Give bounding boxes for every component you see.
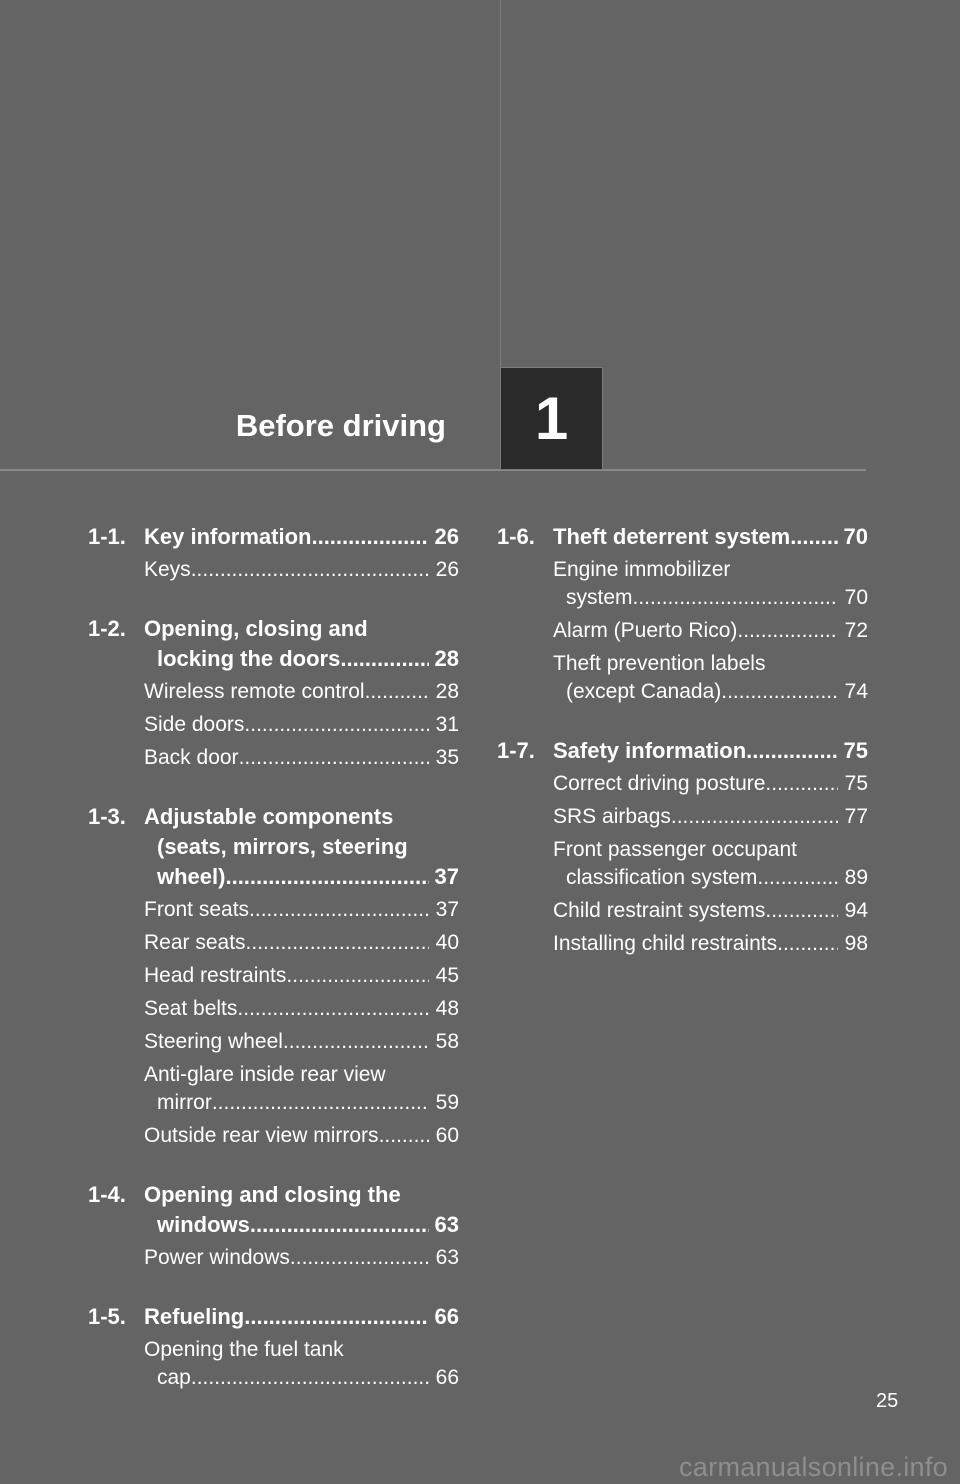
entry-text: Alarm (Puerto Rico) (553, 619, 738, 642)
entry-text: mirror (157, 1091, 212, 1114)
entry-page-number: 48 (435, 997, 459, 1020)
entry-line (144, 744, 459, 772)
toc-entry[interactable] (553, 897, 868, 925)
toc-section (88, 614, 459, 772)
entry-line (144, 1244, 459, 1272)
dot-leader (633, 584, 838, 612)
entry-text: Rear seats (144, 931, 246, 954)
section-title-text: Opening, closing and (144, 616, 368, 641)
section-title-line (144, 1180, 459, 1210)
toc-section (88, 1302, 459, 1392)
entry-line (553, 584, 868, 612)
section-entries (88, 896, 459, 1150)
entry-text: Anti-glare inside rear view (144, 1063, 386, 1086)
entry-text: system (566, 586, 633, 609)
dot-leader (671, 803, 838, 831)
entry-page-number: 89 (844, 866, 868, 889)
entry-line (553, 864, 868, 892)
section-title (553, 736, 868, 766)
chapter-number-tab: 1 (500, 367, 603, 470)
dot-leader (746, 736, 838, 766)
entry-line (144, 1089, 459, 1117)
toc-section (88, 522, 459, 584)
toc-entry[interactable] (553, 556, 868, 612)
entry-text: Head restraints (144, 964, 287, 987)
toc-entry[interactable] (144, 678, 459, 706)
section-heading[interactable] (88, 802, 459, 892)
dot-leader (237, 995, 429, 1023)
entry-line (553, 678, 868, 706)
toc-entry[interactable] (144, 1244, 459, 1272)
section-page-number: 26 (434, 524, 459, 549)
section-page-number: 70 (843, 524, 868, 549)
section-entries (88, 556, 459, 584)
dot-leader (249, 896, 429, 924)
section-entries (88, 1244, 459, 1272)
entry-line (553, 770, 868, 798)
section-heading[interactable] (88, 614, 459, 674)
dot-leader (244, 711, 429, 739)
section-title-text: windows (157, 1212, 250, 1237)
dot-leader (721, 678, 838, 706)
section-page-number: 75 (843, 738, 868, 763)
toc-entry[interactable] (144, 1336, 459, 1392)
toc-entry[interactable] (144, 962, 459, 990)
entry-text: (except Canada) (566, 680, 722, 703)
section-title (144, 1180, 459, 1240)
entry-text: Installing child restraints (553, 932, 778, 955)
entry-page-number: 66 (435, 1366, 459, 1389)
dot-leader (765, 770, 838, 798)
entry-text: Seat belts (144, 997, 238, 1020)
entry-line (144, 711, 459, 739)
dot-leader (286, 962, 429, 990)
entry-page-number: 70 (844, 586, 868, 609)
section-number: 1-1. (88, 524, 126, 549)
entry-text: Keys (144, 558, 191, 581)
section-heading[interactable] (88, 522, 459, 552)
entry-text: Theft prevention labels (553, 652, 766, 675)
entry-text: Correct driving posture (553, 772, 766, 795)
entry-line (144, 1364, 459, 1392)
section-page-number: 63 (434, 1212, 459, 1237)
toc-right-column (497, 522, 868, 988)
toc-entry[interactable] (553, 650, 868, 706)
watermark-text: carmanualsonline.info (679, 1452, 948, 1482)
toc-section (88, 1180, 459, 1272)
toc-entry[interactable] (144, 1061, 459, 1117)
entry-text: Engine immobilizer (553, 558, 731, 581)
entry-page-number: 40 (435, 931, 459, 954)
entry-page-number: 58 (435, 1030, 459, 1053)
entry-line (144, 678, 459, 706)
dot-leader (191, 556, 429, 584)
entry-text: Power windows (144, 1246, 290, 1269)
entry-page-number: 45 (435, 964, 459, 987)
entry-line (144, 1336, 459, 1364)
entry-text: Outside rear view mirrors (144, 1124, 379, 1147)
entry-line (553, 650, 868, 678)
toc-entry[interactable] (144, 1122, 459, 1150)
dot-leader (246, 929, 429, 957)
section-title-line (553, 522, 868, 552)
section-number: 1-2. (88, 616, 126, 641)
toc-left-column (88, 522, 459, 1422)
entry-line (144, 1122, 459, 1150)
section-title-text: Opening and closing the (144, 1182, 401, 1207)
toc-entry[interactable] (144, 929, 459, 957)
section-title-line (553, 736, 868, 766)
entry-text: cap (157, 1366, 191, 1389)
entry-page-number: 60 (435, 1124, 459, 1147)
entry-line (553, 556, 868, 584)
entry-line (144, 995, 459, 1023)
section-heading[interactable] (497, 522, 868, 552)
entry-line (144, 962, 459, 990)
section-title (144, 802, 459, 892)
dot-leader (225, 862, 429, 892)
entry-line (144, 1061, 459, 1089)
section-title-line (144, 614, 459, 644)
dot-leader (365, 678, 429, 706)
watermark (0, 1452, 960, 1483)
section-heading[interactable] (88, 1180, 459, 1240)
toc-entry[interactable] (553, 617, 868, 645)
section-title-text: locking the doors (157, 646, 341, 671)
section-title-text: (seats, mirrors, steering (157, 834, 408, 859)
dot-leader (311, 522, 429, 552)
section-title (144, 522, 459, 552)
toc-entry[interactable] (553, 770, 868, 798)
entry-page-number: 74 (844, 680, 868, 703)
entry-page-number: 26 (435, 558, 459, 581)
section-title (553, 522, 868, 552)
entry-page-number: 75 (844, 772, 868, 795)
toc-entry[interactable] (144, 556, 459, 584)
section-page-number: 66 (434, 1304, 459, 1329)
entry-line (553, 803, 868, 831)
dot-leader (244, 1302, 429, 1332)
dot-leader (765, 897, 838, 925)
dot-leader (250, 1210, 429, 1240)
entry-line (553, 836, 868, 864)
toc-entry[interactable] (144, 995, 459, 1023)
section-title-line (144, 832, 459, 862)
dot-leader (757, 864, 838, 892)
entry-page-number: 94 (844, 899, 868, 922)
entry-line (144, 896, 459, 924)
section-entries (497, 770, 868, 958)
section-title-text: wheel) (157, 864, 226, 889)
section-heading[interactable] (497, 736, 868, 766)
dot-leader (790, 522, 838, 552)
entry-page-number: 31 (435, 713, 459, 736)
section-page-number: 37 (434, 864, 459, 889)
dot-leader (340, 644, 429, 674)
entry-page-number: 77 (844, 805, 868, 828)
entry-text: Front passenger occupant (553, 838, 797, 861)
section-title (144, 1302, 459, 1332)
page-number: 25 (876, 1390, 899, 1412)
dot-leader (379, 1122, 429, 1150)
section-title-line (144, 802, 459, 832)
section-title-text: Theft deterrent system (553, 524, 791, 549)
section-entries (497, 556, 868, 706)
section-number: 1-5. (88, 1304, 126, 1329)
entry-text: Wireless remote control (144, 680, 365, 703)
toc-entry[interactable] (553, 803, 868, 831)
entry-text: Back door (144, 746, 239, 769)
section-entries (88, 678, 459, 772)
entry-text: Child restraint systems (553, 899, 766, 922)
entry-line (553, 897, 868, 925)
dot-leader (777, 930, 838, 958)
entry-line (144, 1028, 459, 1056)
dot-leader (212, 1089, 429, 1117)
section-title-text: Refueling (144, 1304, 245, 1329)
entry-text: Side doors (144, 713, 245, 736)
entry-text: classification system (566, 866, 758, 889)
section-title-line (144, 1302, 459, 1332)
entry-page-number: 59 (435, 1091, 459, 1114)
toc-section (88, 802, 459, 1150)
toc-entry[interactable] (144, 711, 459, 739)
entry-text: Front seats (144, 898, 250, 921)
entry-page-number: 72 (844, 619, 868, 642)
section-heading[interactable] (88, 1302, 459, 1332)
entry-text: SRS airbags (553, 805, 671, 828)
dot-leader (191, 1364, 429, 1392)
toc-entry[interactable] (144, 896, 459, 924)
section-number: 1-3. (88, 804, 126, 829)
section-page-number: 28 (434, 646, 459, 671)
section-title-text: Safety information (553, 738, 747, 763)
entry-line (144, 929, 459, 957)
section-entries (88, 1336, 459, 1392)
entry-page-number: 37 (435, 898, 459, 921)
dot-leader (283, 1028, 429, 1056)
dot-leader (737, 617, 838, 645)
toc-entry[interactable] (144, 744, 459, 772)
entry-page-number: 28 (435, 680, 459, 703)
entry-line (553, 930, 868, 958)
section-title-line (144, 1210, 459, 1240)
section-number: 1-4. (88, 1182, 126, 1207)
section-title-line (144, 644, 459, 674)
entry-text: Opening the fuel tank (144, 1338, 344, 1361)
entry-page-number: 63 (435, 1246, 459, 1269)
toc-entry[interactable] (553, 930, 868, 958)
section-title-line (144, 522, 459, 552)
toc-entry[interactable] (144, 1028, 459, 1056)
section-number: 1-6. (497, 524, 535, 549)
header-horizontal-rule (0, 469, 866, 471)
entry-page-number: 98 (844, 932, 868, 955)
chapter-title: Before driving (235, 408, 446, 443)
section-number: 1-7. (497, 738, 535, 763)
entry-page-number: 35 (435, 746, 459, 769)
section-title-text: Adjustable components (144, 804, 394, 829)
section-title-text: Key information (144, 524, 312, 549)
entry-line (144, 556, 459, 584)
entry-text: Steering wheel (144, 1030, 283, 1053)
section-title (144, 614, 459, 674)
dot-leader (239, 744, 429, 772)
entry-line (553, 617, 868, 645)
dot-leader (290, 1244, 429, 1272)
toc-section (497, 522, 868, 706)
section-title-line (144, 862, 459, 892)
toc-entry[interactable] (553, 836, 868, 892)
toc-section (497, 736, 868, 958)
